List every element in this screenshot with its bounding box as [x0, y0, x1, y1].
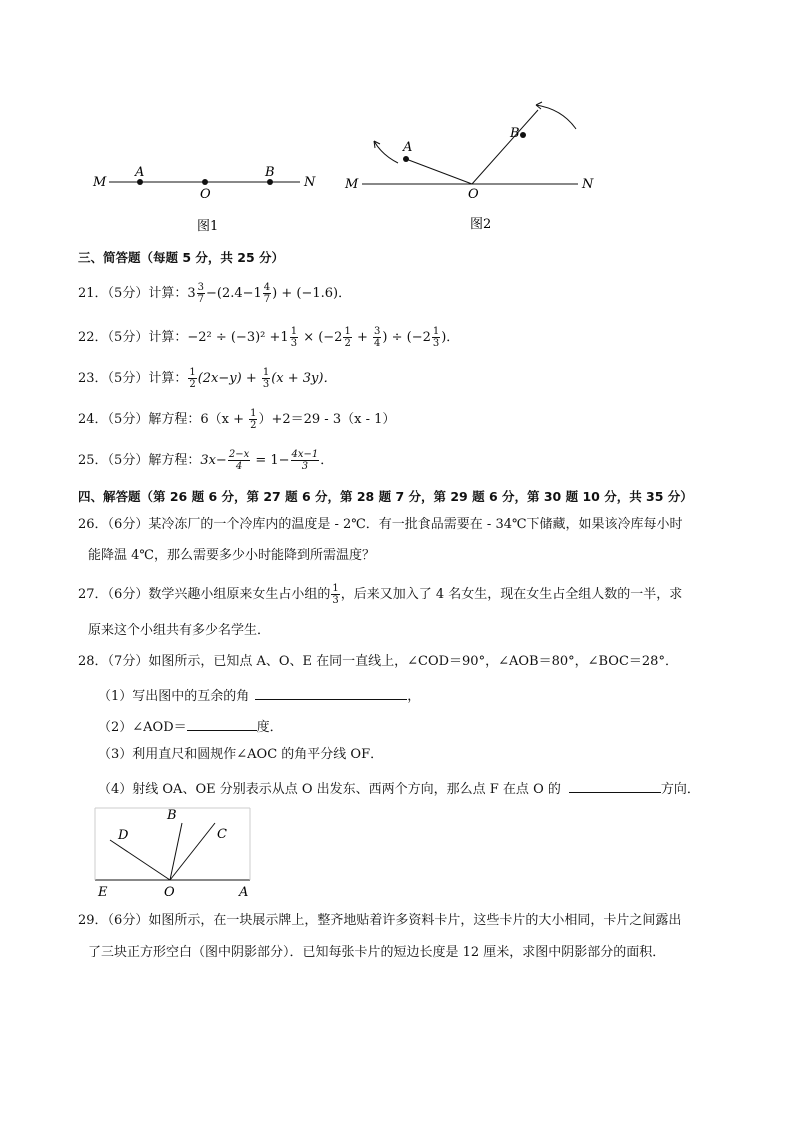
q23-frac2: $\frac{1}{3}$: [262, 367, 270, 390]
q25-number: 25．（5分）解方程：: [78, 453, 201, 468]
q27-p2: ，后来又加入了 4 名女生，现在女生占全组人数的一半，求: [340, 587, 683, 602]
q25-p3: ．: [320, 453, 334, 468]
fig1-label-b: B: [265, 165, 275, 180]
q21-tail: ) + (−1.6)．: [272, 286, 352, 301]
fig2-label-o: O: [468, 187, 479, 202]
question-29-line-1: 29．（6分）如图所示，在一块展示牌上，整齐地贴着许多资料卡片，这些卡片的大小相同，卡片之间露出: [78, 913, 682, 928]
q28-s1-answer-blank[interactable]: [255, 685, 407, 700]
q28-s2-tail: 度．: [256, 720, 283, 735]
fig1-label-a: A: [135, 165, 145, 180]
q27-frac: $\frac{1}{3}$: [332, 583, 339, 606]
question-28-part-1: [98, 685, 420, 706]
q24-number: 24．（5分）解方程：: [78, 412, 201, 427]
q21-mid: −(2.4−1: [205, 286, 262, 301]
fig2-label-n: N: [582, 177, 594, 192]
fig28-label-o: O: [164, 885, 175, 900]
question-26-line-2: 能降温 4℃，那么需要多少小时能降到所需温度？: [88, 548, 375, 563]
fig2-label-m: M: [345, 177, 359, 192]
q28-s2-text: （2）∠AOD＝: [98, 720, 187, 735]
q21-frac1: $\frac{3}{7}$: [197, 282, 204, 305]
question-27-line-1: [78, 583, 682, 606]
q22-frac2: $\frac{1}{2}$: [344, 326, 351, 349]
fig28-label-d: D: [118, 828, 129, 843]
fig28-label-e: E: [98, 885, 108, 900]
question-28-part-2: [98, 716, 283, 737]
question-22: [78, 326, 459, 349]
q25-p2: = 1−: [251, 453, 290, 468]
q24-frac: $\frac{1}{2}$: [250, 408, 257, 431]
q22-p3: +: [352, 330, 373, 345]
q24-p2: ）+2＝29 - 3（x - 1）: [258, 412, 396, 427]
fig28-label-c: C: [217, 827, 227, 842]
figure-2: [340, 95, 610, 235]
figure-1: [85, 160, 325, 235]
q22-p1: −2² ÷ (−3)² +1: [187, 330, 289, 345]
section-3-heading: 三、简答题（每题 5 分，共 25 分）: [78, 250, 285, 265]
fig2-caption: 图2: [470, 217, 492, 232]
q21-int: 3: [187, 286, 196, 301]
q25-p1: 3x−: [200, 453, 227, 468]
fig2-label-b: B: [510, 126, 520, 141]
q22-frac1: $\frac{1}{3}$: [290, 326, 298, 349]
q22-p5: )．: [441, 330, 460, 345]
question-29-line-2: 了三块正方形空白（图中阴影部分）．已知每张卡片的短边长度是 12 厘米，求图中阴影部分的面积．: [88, 945, 666, 960]
fig1-label-n: N: [304, 175, 316, 190]
fig1-label-o: O: [200, 187, 211, 202]
q28-s1-text: （1）写出图中的互余的角: [98, 689, 250, 704]
question-24: [78, 408, 395, 431]
q28-s4-answer-blank[interactable]: [569, 778, 661, 793]
section-4-heading: 四、解答题（第 26 题 6 分，第 27 题 6 分，第 28 题 7 分，第 29 题 6 分，第 30 题 10 分，共 35 分）: [78, 489, 693, 504]
question-21: [78, 282, 351, 305]
q23-frac1: $\frac{1}{2}$: [189, 367, 196, 390]
q25-frac2: $\frac{4x-1}{3}$: [291, 449, 319, 472]
q25-frac1: $\frac{2-x}{4}$: [228, 449, 250, 472]
question-27-line-2: 原来这个小组共有多少名学生．: [88, 623, 271, 638]
question-26-line-1: 26．（6分）某冷冻厂的一个冷库内的温度是 - 2℃．有一批食品需要在 - 34℃下储藏，如果该冷库每小时: [78, 517, 683, 532]
question-28-part-4: [98, 778, 700, 799]
q21-frac2: $\frac{4}{7}$: [263, 282, 271, 305]
q22-frac3: $\frac{3}{4}$: [374, 326, 381, 349]
q22-frac4: $\frac{1}{3}$: [432, 326, 440, 349]
q27-p1: 27．（6分）数学兴趣小组原来女生占小组的: [78, 587, 331, 602]
q28-s4-tail: 方向．: [660, 782, 700, 797]
q23-p2: (x + 3y)．: [271, 371, 337, 386]
question-28-intro: 28．（7分）如图所示，已知点 A、O、E 在同一直线上，∠COD＝90°，∠AOB＝80°，∠BOC＝28°．: [78, 654, 678, 669]
q22-p2: × (−2: [299, 330, 343, 345]
fig1-label-m: M: [93, 175, 107, 190]
question-23: [78, 367, 336, 390]
q28-s2-answer-blank[interactable]: [187, 716, 257, 731]
q28-s4-text: （4）射线 OA、OE 分别表示从点 O 出发东、西两个方向，那么点 F 在点 O 的: [98, 782, 561, 797]
figure-q28: [90, 805, 265, 900]
fig28-label-a: A: [239, 885, 249, 900]
q22-number: 22．（5分）计算：: [78, 330, 188, 345]
q23-number: 23．（5分）计算：: [78, 371, 188, 386]
q24-p1: 6（x +: [200, 412, 249, 427]
fig2-label-a: A: [403, 140, 413, 155]
q23-p1: (2x−y) +: [197, 371, 261, 386]
q21-number: 21．（5分）计算：: [78, 286, 188, 301]
question-28-part-3: （3）利用直尺和圆规作∠AOC 的角平分线 OF．: [98, 747, 384, 762]
question-25: [78, 449, 333, 472]
q28-s1-tail: ，: [407, 689, 421, 704]
fig1-caption: 图1: [197, 219, 219, 234]
q22-p4: ) ÷ (−2: [382, 330, 431, 345]
fig28-label-b: B: [167, 808, 177, 823]
